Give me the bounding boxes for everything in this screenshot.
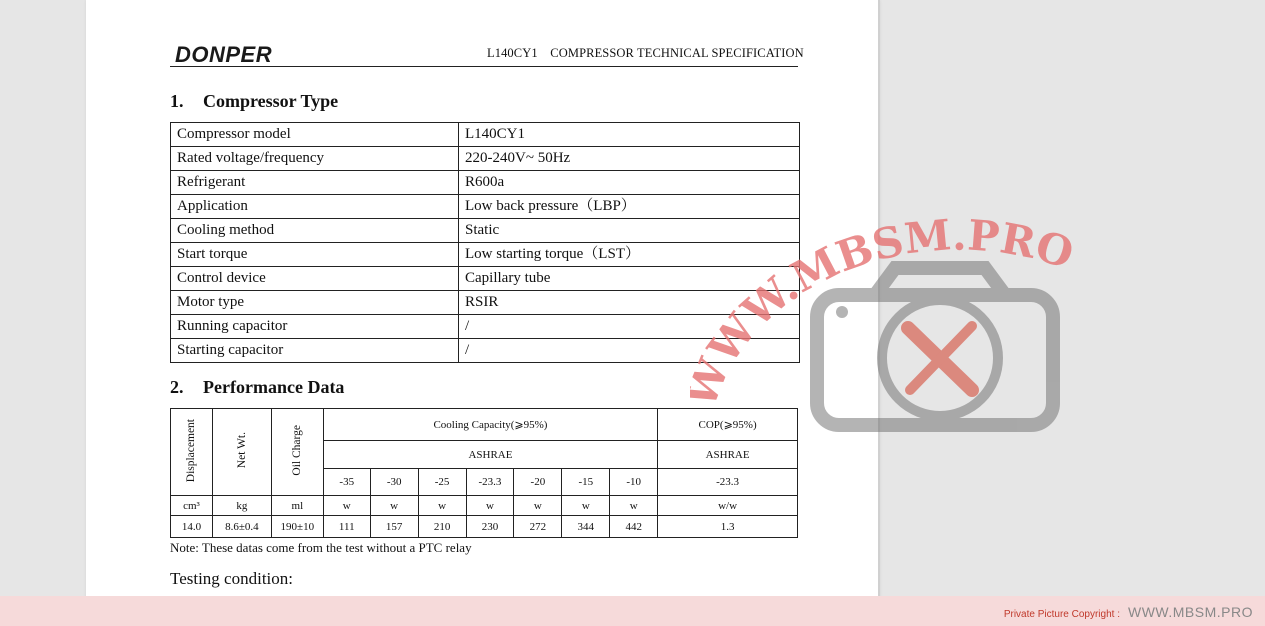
table-row xyxy=(171,315,800,339)
unit-cell: w xyxy=(370,496,418,516)
section-title: Compressor Type xyxy=(203,91,339,111)
spec-value: Low starting torque（LST） xyxy=(459,243,800,267)
value-cell: 230 xyxy=(466,516,514,538)
spec-key: Compressor model xyxy=(171,123,459,147)
temp-cell: -10 xyxy=(610,469,658,496)
value-cell: 344 xyxy=(562,516,610,538)
page-edge xyxy=(878,0,880,600)
document-header-title: L140CY1 COMPRESSOR TECHNICAL SPECIFICATION xyxy=(487,46,804,60)
table-row xyxy=(171,123,800,147)
unit-cell: w xyxy=(323,496,370,516)
spec-value: R600a xyxy=(459,171,800,195)
tools-icon xyxy=(908,326,972,390)
unit-cell: w xyxy=(418,496,466,516)
value-cell: 190±10 xyxy=(271,516,323,538)
spec-key: Motor type xyxy=(171,291,459,315)
spec-value: / xyxy=(459,339,800,363)
spec-key: Starting capacitor xyxy=(171,339,459,363)
performance-table xyxy=(170,408,798,538)
watermark-text: WW.MBSM.PRO xyxy=(698,210,1080,373)
value-cell: 442 xyxy=(610,516,658,538)
spec-key: Rated voltage/frequency xyxy=(171,147,459,171)
cooling-standard: ASHRAE xyxy=(323,441,657,469)
table-row xyxy=(171,409,798,441)
compressor-spec-table xyxy=(170,122,800,363)
spec-value: RSIR xyxy=(459,291,800,315)
unit-cell: w/w xyxy=(658,496,798,516)
table-row xyxy=(171,267,800,291)
spec-value: Low back pressure（LBP） xyxy=(459,195,800,219)
table-row xyxy=(171,219,800,243)
header-cooling-capacity: Cooling Capacity(⩾95%) xyxy=(323,409,657,441)
table-row xyxy=(171,496,798,516)
header-net-weight: Net Wt. xyxy=(212,409,271,496)
cop-standard: ASHRAE xyxy=(658,441,798,469)
table-row xyxy=(171,171,800,195)
spec-value: 220-240V~ 50Hz xyxy=(459,147,800,171)
spec-value: / xyxy=(459,315,800,339)
temp-cell: -35 xyxy=(323,469,370,496)
footer-copyright xyxy=(1004,604,1253,620)
brand-logo: DONPER xyxy=(175,42,273,67)
spec-key: Control device xyxy=(171,267,459,291)
value-cell: 1.3 xyxy=(658,516,798,538)
unit-cell: w xyxy=(466,496,514,516)
temp-cell: -23.3 xyxy=(466,469,514,496)
header-oil-charge: Oil Charge xyxy=(271,409,323,496)
unit-cell: ml xyxy=(271,496,323,516)
unit-cell: w xyxy=(610,496,658,516)
testing-condition-heading: Testing condition: xyxy=(170,569,293,588)
spec-key: Application xyxy=(171,195,459,219)
section-heading-compressor-type xyxy=(170,91,338,112)
value-cell: 14.0 xyxy=(171,516,213,538)
spec-value: L140CY1 xyxy=(459,123,800,147)
unit-cell: cm³ xyxy=(171,496,213,516)
table-row xyxy=(171,195,800,219)
unit-cell: kg xyxy=(212,496,271,516)
temp-cell: -30 xyxy=(370,469,418,496)
spec-key: Cooling method xyxy=(171,219,459,243)
header-displacement: Displacement xyxy=(171,409,213,496)
value-cell: 111 xyxy=(323,516,370,538)
unit-cell: w xyxy=(562,496,610,516)
spec-key: Refrigerant xyxy=(171,171,459,195)
cop-temp-cell: -23.3 xyxy=(658,469,798,496)
table-row xyxy=(171,291,800,315)
spec-value: Static xyxy=(459,219,800,243)
value-cell: 157 xyxy=(370,516,418,538)
table-row xyxy=(171,339,800,363)
temp-cell: -15 xyxy=(562,469,610,496)
section-title: Performance Data xyxy=(203,377,345,397)
temp-cell: -25 xyxy=(418,469,466,496)
value-cell: 210 xyxy=(418,516,466,538)
spec-key: Running capacitor xyxy=(171,315,459,339)
unit-cell: w xyxy=(514,496,562,516)
header-divider xyxy=(170,66,798,67)
value-cell: 8.6±0.4 xyxy=(212,516,271,538)
table-note: Note: These datas come from the test without a PTC relay xyxy=(170,540,472,555)
section-number: 1. xyxy=(170,91,184,111)
footer-label: Private Picture Copyright : xyxy=(1003,609,1120,620)
spec-key: Start torque xyxy=(171,243,459,267)
table-row xyxy=(171,243,800,267)
temp-cell: -20 xyxy=(514,469,562,496)
spec-value: Capillary tube xyxy=(459,267,800,291)
header-cop: COP(⩾95%) xyxy=(658,409,798,441)
footer-site: WWW.MBSM.PRO xyxy=(1128,604,1253,620)
section-heading-performance-data xyxy=(170,377,344,398)
value-cell: 272 xyxy=(514,516,562,538)
table-row xyxy=(171,147,800,171)
table-row xyxy=(171,516,798,538)
section-number: 2. xyxy=(170,377,184,397)
